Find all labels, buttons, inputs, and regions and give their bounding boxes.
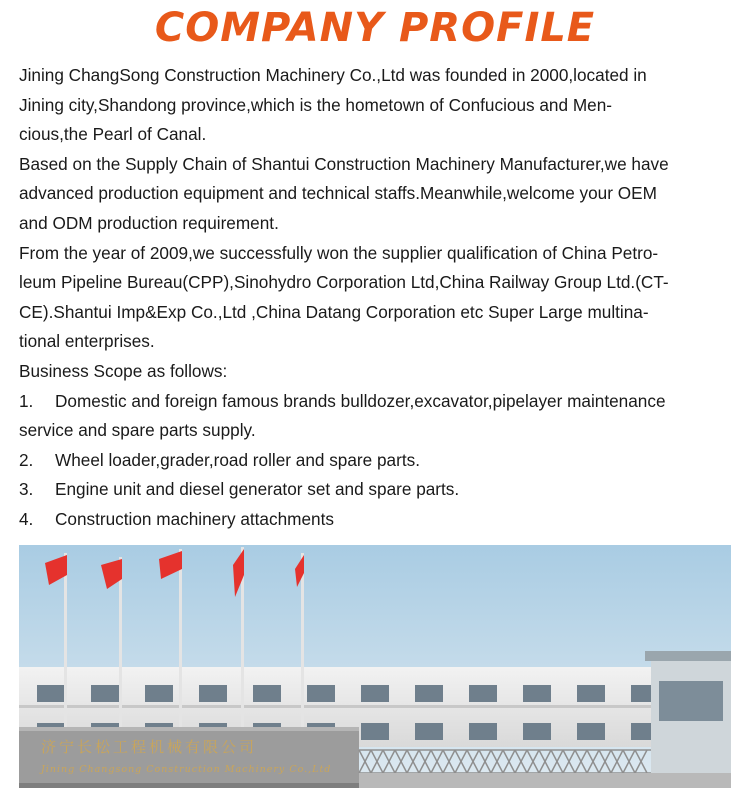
scope-text: Domestic and foreign famous brands bulldozer,excavator,pipelayer maintenance [55,390,666,411]
sign-english: Jining Changsong Construction Machinery Co.,Ltd [41,764,332,775]
scope-number: 3. [19,479,34,500]
company-description [19,61,731,535]
page-title: COMPANY PROFILE [154,5,596,51]
paragraph-line: leum Pipeline Bureau(CPP),Sinohydro Corporation Ltd,China Railway Group Ltd.(CT- [19,272,669,293]
paragraph-line: From the year of 2009,we successfully won the supplier qualification of China Petro- [19,242,659,263]
scope-number: 4. [19,508,34,529]
company-building-photo [19,545,731,788]
scope-item [19,446,731,476]
business-scope-heading: Business Scope as follows: [19,360,228,381]
scope-item [19,475,731,505]
paragraph-line: and ODM production requirement. [19,212,279,233]
scope-text: Construction machinery attachments [55,508,334,529]
paragraph-line: Based on the Supply Chain of Shantui Construction Machinery Manufacturer,we have [19,153,669,174]
entrance-stone-wall [19,727,359,788]
paragraph-line: advanced production equipment and technical staffs.Meanwhile,welcome your OEM [19,183,657,204]
scope-item-continuation: service and spare parts supply. [19,420,256,441]
scope-text: Wheel loader,grader,road roller and spare parts. [55,449,420,470]
paragraph-line: cious,the Pearl of Canal. [19,124,207,145]
sign-chinese: 济宁长松工程机械有限公司 [41,738,258,756]
guard-house [645,651,731,788]
paragraph-line: Jining ChangSong Construction Machinery Co.,Ltd was founded in 2000,located in [19,65,647,85]
scope-number: 2. [19,449,34,470]
paragraph-line: tional enterprises. [19,331,155,352]
scope-item [19,387,731,417]
paragraph-line: CE).Shantui Imp&Exp Co.,Ltd ,China Datang Corporation etc Super Large multina- [19,301,649,322]
scope-text: Engine unit and diesel generator set and spare parts. [55,479,460,500]
paragraph-line: Jining city,Shandong province,which is the hometown of Confucious and Men- [19,94,612,115]
scope-number: 1. [19,390,34,411]
ground [359,773,731,788]
scope-item [19,505,731,535]
